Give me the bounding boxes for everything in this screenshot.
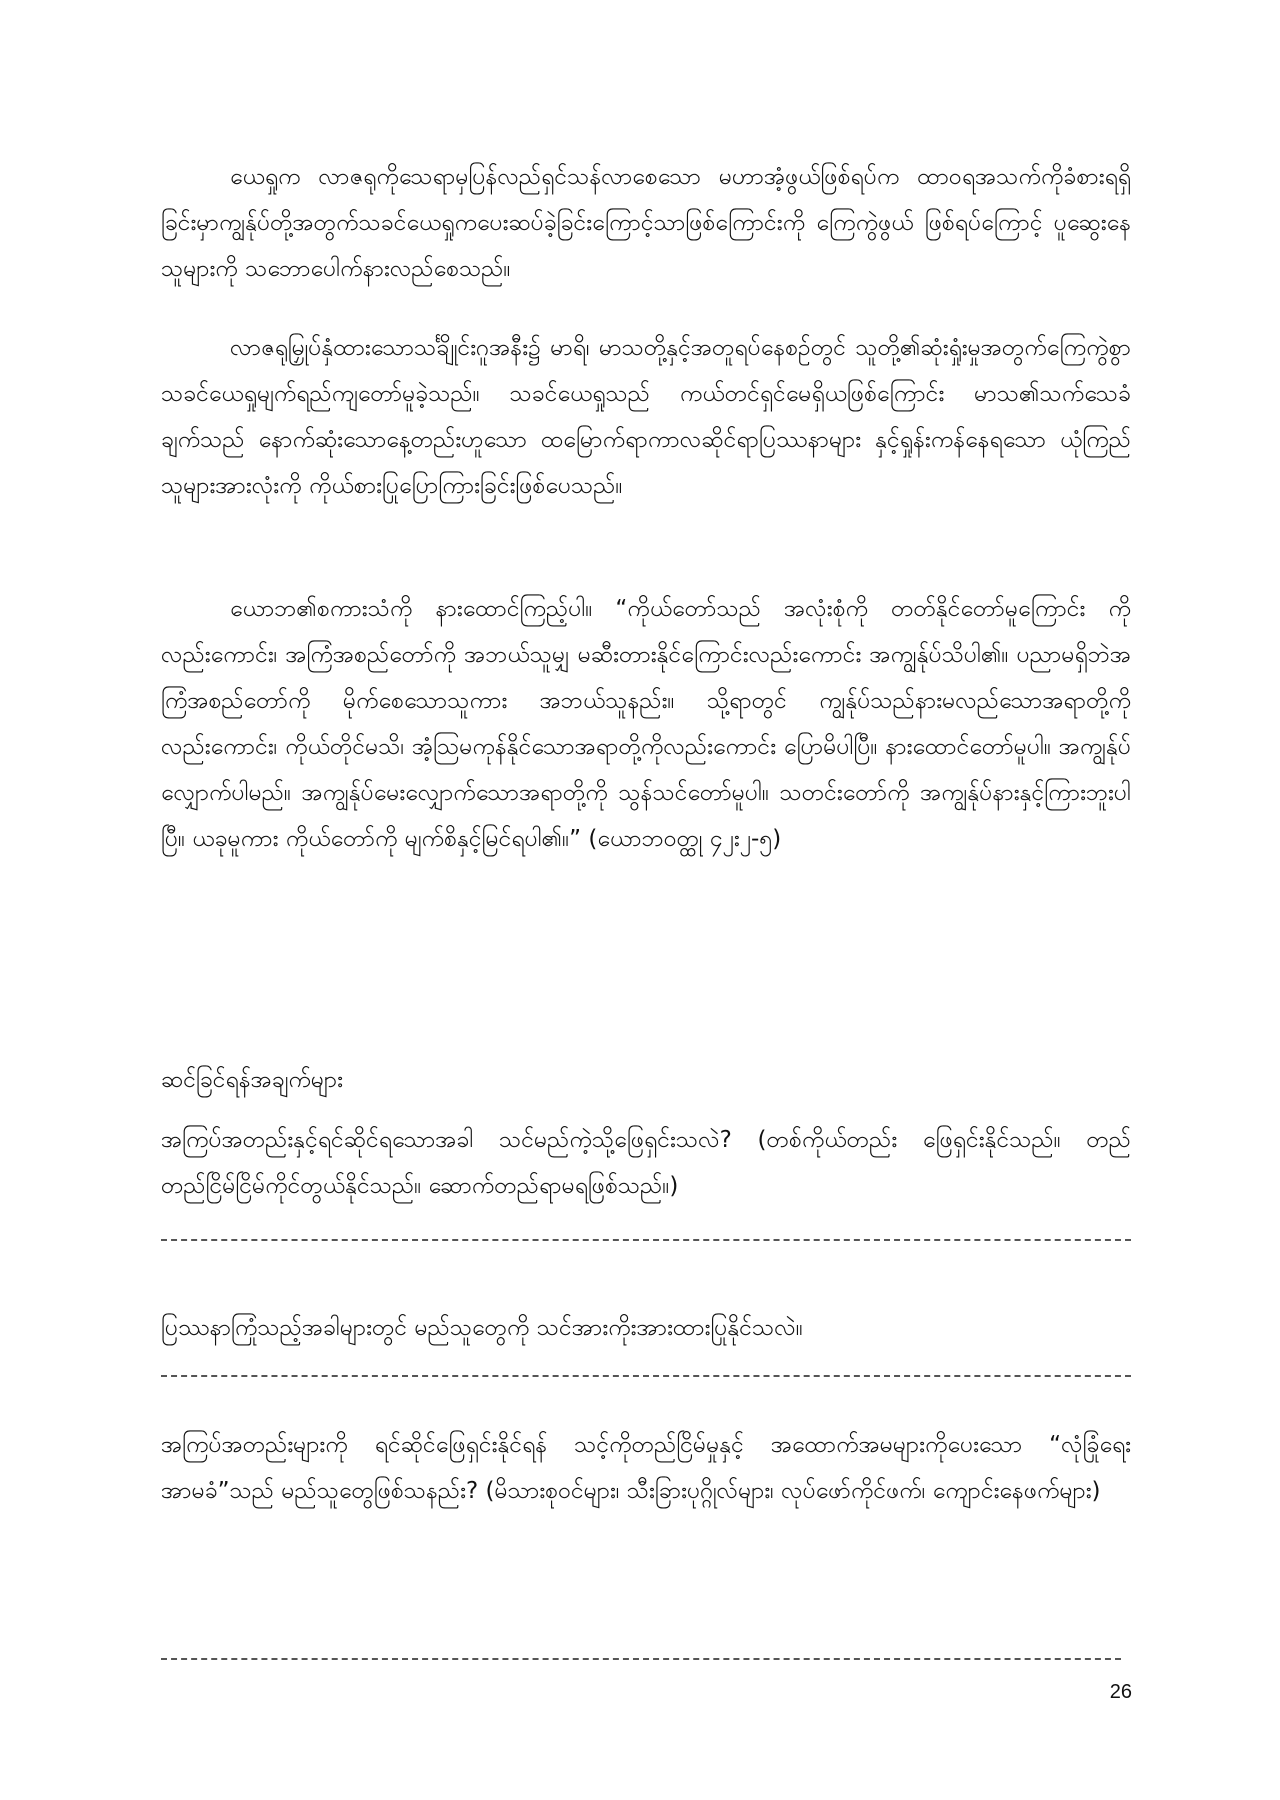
answer-line <box>161 1658 1121 1660</box>
body-paragraph: လာဇရုမြှုပ်နှံထားသောသင်္ချိုင်းဂူအနီး၌ မာရိ၊ မာသတို့နှင့်အတူရပ်နေစဉ်တွင် သူတို့၏ဆုံးရှုံးမှုအတွက်ကြေကွဲစွာသခင်ယေရှုမျက်ရည်ကျတော်မူခဲ့သည်။ သခင်ယေရှုသည် ကယ်တင်ရှင်မေရှိယဖြစ်ကြောင်း မာသ၏သက်သေခံချက်သည် နောက်ဆုံးသောနေ့တည်းဟူသော ထမြောက်ရာကာလဆိုင်ရာပြဿနာများ နှင့်ရှုန်းကန်နေရသော ယုံကြည်သူများအားလုံးကို ကိုယ်စားပြုပြောကြားခြင်းဖြစ်ပေသည်။ <box>161 335 1131 499</box>
answer-line <box>161 1375 1131 1377</box>
discussion-question: ပြဿနာကြုံသည့်အခါများတွင် မည်သူတွေကို သင်အားကိုးအားထားပြုနိုင်သလဲ။ <box>161 1315 803 1341</box>
discussion-question: အကြပ်အတည်းနှင့်ရင်ဆိုင်ရသောအခါ သင်မည်ကဲ့သို့ဖြေရှင်းသလဲ? (တစ်ကိုယ်တည်း ဖြေရှင်းနိုင်သည်။ တည်တည်ငြိမ်ငြိမ်ကိုင်တွယ်နိုင်သည်။ ဆောက်တည်ရာမရဖြစ်သည်။) <box>161 1127 1131 1199</box>
page-number: 26 <box>1109 1681 1132 1703</box>
answer-line <box>161 1239 1131 1241</box>
discussion-question: အကြပ်အတည်းများကို ရင်ဆိုင်ဖြေရှင်းနိုင်ရန် သင့်ကိုတည်ငြိမ်မှုနှင့် အထောက်အမများကိုပေးသော “လုံခြုံရေးအာမခံ”သည် မည်သူတွေဖြစ်သနည်း? (မိသားစုဝင်များ၊ သီးခြားပုဂ္ဂိုလ်များ၊ လုပ်ဖော်ကိုင်ဖက်၊ ကျောင်းနေဖက်များ) <box>161 1432 1131 1504</box>
body-paragraph: ယေရှုက လာဇရုကိုသေရာမှပြန်လည်ရှင်သန်လာစေသော မဟာအံ့ဖွယ်ဖြစ်ရပ်က ထာဝရအသက်ကိုခံစားရရှိခြင်းမှာကျွန်ုပ်တို့အတွက်သခင်ယေရှုကပေးဆပ်ခဲ့ခြင်းကြောင့်သာဖြစ်ကြောင်းကို ကြေကွဲဖွယ် ဖြစ်ရပ်ကြောင့် ပူဆွေးနေသူများကို သဘောပေါက်နားလည်စေသည်။ <box>161 164 1131 282</box>
body-paragraph: ယောဘ၏စကားသံကို နားထောင်ကြည့်ပါ။ “ကိုယ်တော်သည် အလုံးစုံကို တတ်နိုင်တော်မူကြောင်း ကိုလည်းကောင်း၊ အကြံအစည်တော်ကို အဘယ်သူမျှ မဆီးတားနိုင်ကြောင်းလည်းကောင်း အကျွန်ုပ်သိပါ၏။ ပညာမရှိဘဲအကြံအစည်တော်ကို မိုက်စေသောသူကား အဘယ်သူနည်း။ သို့ရာတွင် ကျွန်ုပ်သည်နားမလည်သောအရာတို့ကိုလည်းကောင်း၊ ကိုယ်တိုင်မသိ၊ အံ့သြမကုန်နိုင်သောအရာတို့ကိုလည်းကောင်း ပြောမိပါပြီ။ နားထောင်တော်မူပါ။ အကျွန်ုပ်လျှောက်ပါမည်။ အကျွန်ုပ်မေးလျှောက်သောအရာတို့ကို သွန်သင်တော်မူပါ။ သတင်းတော်ကို အကျွန်ုပ်နားနှင့်ကြားဘူးပါပြီ။ ယခုမူကား ကိုယ်တော်ကို မျက်စိနှင့်မြင်ရပါ၏။” (ယောဘဝတ္ထု ၄၂း၂-၅) <box>161 596 1131 852</box>
discussion-heading: ဆင်ခြင်ရန်အချက်များ <box>161 1067 343 1093</box>
